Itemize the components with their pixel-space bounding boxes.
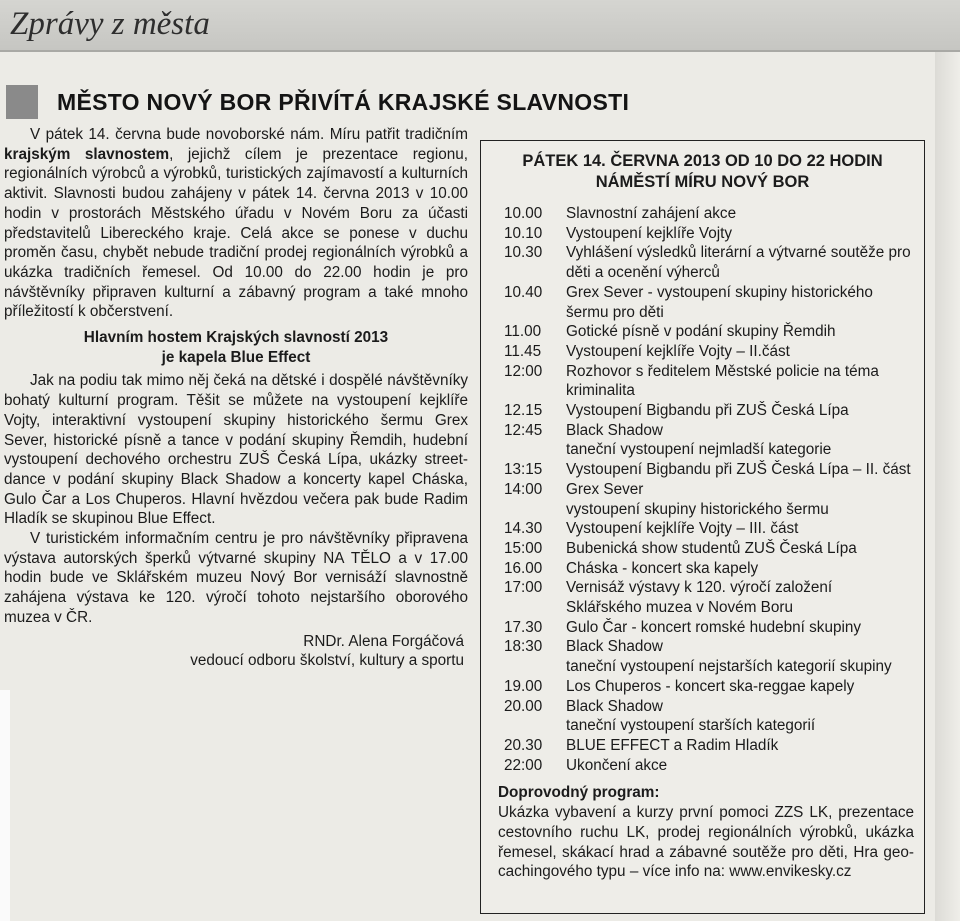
schedule-item (481, 204, 924, 224)
accompanying-program-text: Ukázka vybavení a kurzy první pomoci ZZS LK, prezentace cestovního ruchu LK, prodej regionálních výrobků, ukázka řemesel, skákací hrad a zábavné soutěže pro děti, Hra geo-cachingového typu – více info na: www.envikesky.cz (498, 804, 914, 881)
schedule-time: 11.00 (504, 323, 542, 341)
schedule-box (480, 140, 925, 914)
schedule-event: Vernisáž výstavy k 120. výročí založení (566, 579, 833, 597)
schedule-time: 15:00 (504, 539, 543, 557)
schedule-title-line-1: PÁTEK 14. ČERVNA 2013 OD 10 DO 22 HODIN (522, 152, 883, 170)
schedule-item (481, 637, 924, 657)
headline-marker (6, 85, 38, 119)
schedule-item (481, 697, 924, 717)
schedule-item (481, 421, 924, 441)
schedule-title-line-2: NÁMĚSTÍ MÍRU NOVÝ BOR (595, 173, 810, 191)
schedule-event: Black Shadow (566, 421, 663, 439)
schedule-time: 17.30 (504, 618, 543, 636)
section-title: Zprávy z města (10, 6, 210, 42)
schedule-item (481, 362, 924, 401)
article-headline: MĚSTO NOVÝ BOR PŘIVÍTÁ KRAJSKÉ SLAVNOSTI (57, 89, 630, 115)
schedule-event: Los Chuperos - koncert ska-reggae kapely (566, 677, 855, 695)
article-body (4, 125, 468, 671)
accompanying-program-title: Doprovodný program: (498, 784, 660, 802)
schedule-item (481, 243, 924, 282)
schedule-event-detail: taneční vystoupení starších kategorií (566, 717, 816, 735)
schedule-time: 12:45 (504, 421, 543, 439)
schedule-time: 11.45 (504, 342, 542, 360)
intro-text-bold: krajským slavnostem (4, 145, 170, 163)
accompanying-program (481, 783, 924, 882)
schedule-time: 16.00 (504, 559, 543, 577)
section-header-bar (0, 0, 960, 52)
schedule-event-detail: vystoupení skupiny historického šermu (566, 500, 829, 518)
schedule-event: Grex Sever - vystoupení skupiny historického šermu pro děti (566, 283, 873, 321)
schedule-time: 20.00 (504, 697, 543, 715)
schedule-event: Vystoupení kejklíře Vojty – III. část (566, 520, 799, 538)
signature-name: RNDr. Alena Forgáčová (303, 632, 464, 650)
schedule-time: 22:00 (504, 756, 543, 774)
schedule-item (481, 519, 924, 539)
schedule-event: Black Shadow (566, 697, 663, 715)
schedule-item (481, 342, 924, 362)
schedule-item (481, 480, 924, 500)
schedule-item (481, 559, 924, 579)
article-subheading (4, 328, 468, 367)
schedule-event: Vyhlášení výsledků literární a výtvarné soutěže pro děti a ocenění výherců (566, 244, 911, 282)
schedule-event: Vystoupení Bigbandu při ZUŠ Česká Lípa (566, 402, 849, 420)
schedule-time: 10.30 (504, 244, 543, 262)
schedule-item (481, 539, 924, 559)
schedule-title (481, 151, 924, 193)
schedule-item (481, 322, 924, 342)
schedule-time: 14.30 (504, 520, 543, 538)
schedule-time: 10.00 (504, 205, 543, 222)
schedule-event: Vystoupení kejklíře Vojty – II.část (566, 342, 790, 360)
signature-role: vedoucí odboru školství, kultury a sportu (190, 652, 464, 670)
schedule-item (481, 618, 924, 638)
subheading-line-2: je kapela Blue Effect (161, 348, 311, 366)
schedule-event-detail: taneční vystoupení nejstarších kategorií skupiny (566, 658, 892, 676)
schedule-list (481, 204, 924, 775)
schedule-item (481, 460, 924, 480)
schedule-time: 13:15 (504, 461, 543, 479)
schedule-event: Gotické písně v podání skupiny Řemdih (566, 323, 836, 341)
schedule-item (481, 578, 924, 598)
exhibition-paragraph: V turistickém informačním centru je pro návštěvníky připravena výstava autorských šperků výtvarné skupiny NA TĚLO a v 17.00 hodin bude ve Sklářském muzeu Nový Bor vernisáží slavnostně zahájena výstava ke 120. výročí tohoto nejstaršího oborového muzea v ČR. (4, 530, 468, 626)
intro-text-a: V pátek 14. června bude novoborské nám. Míru patřit tradičním (30, 126, 468, 143)
schedule-event: Gulo Čar - koncert romské hudební skupiny (566, 618, 862, 636)
schedule-event: BLUE EFFECT a Radim Hladík (566, 736, 779, 754)
schedule-event: Slavnostní zahájení akce (566, 205, 737, 222)
schedule-item (481, 401, 924, 421)
schedule-time: 12:00 (504, 362, 543, 380)
schedule-item (481, 756, 924, 776)
schedule-event: Ukončení akce (566, 756, 668, 774)
schedule-time: 10.40 (504, 283, 543, 301)
schedule-event: Vystoupení Bigbandu při ZUŠ Česká Lípa – II. část (566, 461, 911, 479)
schedule-time: 10.10 (504, 224, 543, 242)
schedule-time: 12.15 (504, 402, 543, 420)
schedule-event: Rozhovor s ředitelem Městské policie na téma kriminalita (566, 362, 879, 400)
schedule-time: 19.00 (504, 677, 543, 695)
schedule-event: Vystoupení kejklíře Vojty (566, 224, 733, 242)
schedule-time: 18:30 (504, 638, 543, 656)
schedule-time: 20.30 (504, 736, 543, 754)
schedule-time: 14:00 (504, 480, 543, 498)
schedule-item (481, 736, 924, 756)
schedule-event: Bubenická show studentů ZUŠ Česká Lípa (566, 539, 857, 557)
intro-paragraph (4, 125, 468, 322)
schedule-event-detail: Sklářského muzea v Novém Boru (566, 599, 793, 617)
intro-text-b: , jejichž cílem je prezentace regionu, regionálních výrobců a výrobků, turistických zajímavostí a kulturních aktivit. Slavnosti budou zahájeny v pátek 14. června 2013 v 10.00 hodin v prostorách Městského úřadu v Novém Boru za účasti představitelů Libereckého kraje. Celá akce se ponese v duchu proměn času, chybět nebude tradiční prodej regionálních výrobků a ukázka tradičních řemesel. Od 10.00 do 22.00 hodin je pro návštěvníky připraven kulturní a zábavný program a také mnoho příležitostí k občerstvení. (4, 145, 468, 321)
schedule-event-detail: taneční vystoupení nejmladší kategorie (566, 441, 832, 459)
schedule-event: Black Shadow (566, 638, 663, 656)
schedule-time: 17:00 (504, 579, 543, 597)
page-corner (0, 690, 10, 921)
schedule-event: Cháska - koncert ska kapely (566, 559, 759, 577)
schedule-event: Grex Sever (566, 480, 644, 498)
schedule-item (481, 224, 924, 244)
program-paragraph: Jak na podiu tak mimo něj čeká na dětské i dospělé návštěvníky bohatý kulturní program. Těšit se můžete na vystoupení kejklíře Vojty, interaktivní vystoupení skupiny historického šermu Grex Sever, historické písně a tance v podání skupiny Řemdih, hudební vystoupení dechového orchestru ZUŠ Česká Lípa, ukázky street-dance v podání skupiny Black Shadow a koncerty kapel Cháska, Gulo Čar a Los Chuperos. Hlavní hvězdou večera pak bude Radim Hladík se skupinou Blue Effect. (4, 372, 468, 528)
subheading-line-1: Hlavním hostem Krajských slavností 2013 (83, 329, 389, 347)
schedule-item (481, 677, 924, 697)
schedule-item (481, 283, 924, 322)
page-edge (935, 52, 960, 921)
